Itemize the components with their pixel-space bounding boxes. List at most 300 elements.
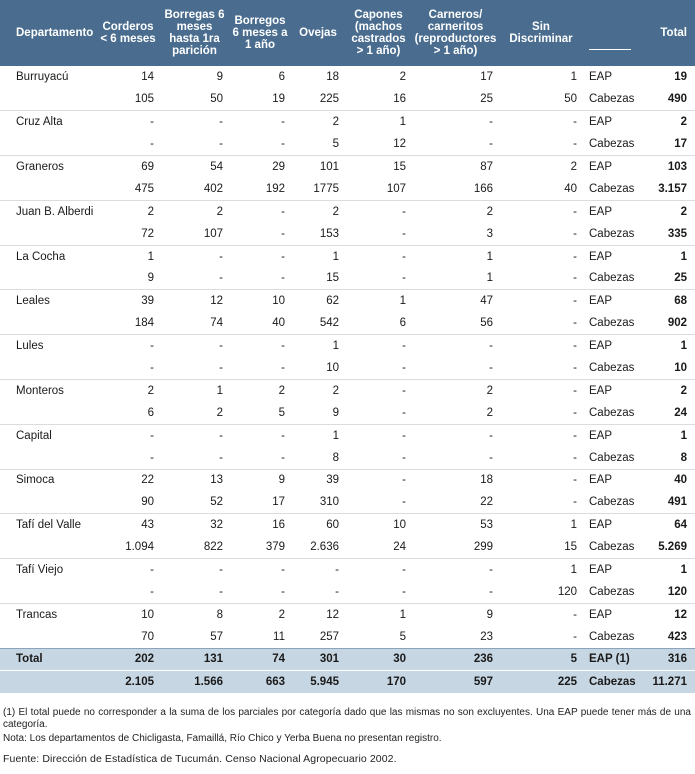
cell-cabezas-corderos: - — [150, 451, 154, 464]
cell-cabezas-capones: - — [402, 451, 406, 464]
total-row-cabezas — [0, 671, 695, 694]
cell-eap-capones: - — [345, 335, 412, 357]
cell-eap-ovejas: 12 — [291, 603, 345, 625]
total-cabezas-sin-discriminar: 225 — [499, 671, 583, 694]
cell-cabezas-sin-discriminar: 120 — [557, 585, 577, 598]
cell-eap-borregos: 9 — [229, 469, 291, 491]
cell-eap-capones: 1 — [345, 603, 412, 625]
cell-eap-capones: - — [345, 200, 412, 222]
cell-eap-sin-discriminar: - — [499, 379, 583, 401]
cell-eap-corderos: 69 — [96, 156, 160, 178]
cell-total: 103 — [635, 156, 695, 178]
table-row-cabezas — [0, 536, 695, 558]
cell-cabezas-borregas: 74 — [210, 317, 223, 330]
cell-total: 902 — [667, 317, 687, 330]
cell-cabezas-ovejas: 5 — [332, 138, 339, 151]
cell-cabezas-carneros: 299 — [473, 541, 493, 554]
cell-eap-ovejas: 62 — [291, 290, 345, 312]
cell-eap-capones: - — [345, 379, 412, 401]
cell-unit: Cabezas — [589, 317, 635, 330]
cell-eap-carneros: - — [412, 424, 499, 446]
cell-eap-corderos: 1 — [96, 245, 160, 267]
cell-unit: Cabezas — [589, 272, 635, 285]
cell-eap-carneros: 9 — [412, 603, 499, 625]
cell-eap-capones: - — [345, 424, 412, 446]
cell-total: 17 — [674, 138, 687, 151]
cell-unit: EAP — [583, 200, 635, 222]
cell-unit: EAP — [583, 335, 635, 357]
total-cabezas-ovejas: 5.945 — [291, 671, 345, 694]
cell-total: 40 — [635, 469, 695, 491]
cell-eap-borregos: 2 — [229, 379, 291, 401]
cell-cabezas-borregas: - — [219, 138, 223, 151]
cell-cabezas-carneros: 166 — [473, 182, 493, 195]
department-name-blank — [0, 357, 96, 379]
cell-unit: EAP — [583, 111, 635, 133]
cell-eap-corderos: 22 — [96, 469, 160, 491]
cell-eap-borregos: 6 — [278, 71, 285, 84]
cell-cabezas-sin-discriminar: - — [573, 317, 577, 330]
table-row-cabezas — [0, 402, 695, 424]
cell-cabezas-capones: - — [402, 362, 406, 375]
cell-cabezas-sin-discriminar: - — [573, 630, 577, 643]
department-name-blank — [0, 268, 96, 290]
cell-cabezas-corderos: 1.094 — [125, 541, 154, 554]
department-name-blank — [0, 312, 96, 334]
header-row — [0, 0, 695, 66]
cell-cabezas-sin-discriminar: - — [573, 496, 577, 509]
department-name-blank — [0, 447, 96, 469]
table-row-eap — [0, 335, 695, 357]
cell-unit: Cabezas — [589, 138, 635, 151]
cell-eap-borregas: 2 — [160, 200, 229, 222]
cell-cabezas-capones: - — [402, 227, 406, 240]
col-header-unidad — [583, 0, 635, 66]
cell-cabezas-borregas: 57 — [210, 630, 223, 643]
cell-eap-ovejas: 2 — [291, 200, 345, 222]
cell-total: 491 — [667, 496, 687, 509]
col-header-total: Total — [635, 0, 695, 66]
col-header-sin-discriminar: Sin Discriminar — [499, 0, 583, 66]
table-row-cabezas — [0, 268, 695, 290]
col-header-borregos: Borregos 6 meses a 1 año — [229, 0, 291, 66]
cell-cabezas-borregos: 5 — [278, 406, 285, 419]
cell-eap-ovejas: 1 — [291, 335, 345, 357]
department-name-blank — [0, 88, 96, 110]
cell-total: 5.269 — [658, 541, 687, 554]
total-eap-borregos: 74 — [229, 648, 291, 671]
table-row-eap — [0, 156, 695, 178]
cell-cabezas-ovejas: 542 — [319, 317, 339, 330]
total-cabezas-label — [0, 671, 96, 694]
header-divider-line — [589, 49, 631, 50]
cell-total: 2 — [635, 200, 695, 222]
cell-eap-carneros: 87 — [412, 156, 499, 178]
total-row-eap — [0, 648, 695, 671]
cell-eap-capones: 1 — [345, 111, 412, 133]
table-row-eap — [0, 603, 695, 625]
cell-cabezas-sin-discriminar: - — [573, 362, 577, 375]
cell-cabezas-ovejas: - — [335, 585, 339, 598]
total-eap-unit: EAP (1) — [583, 648, 635, 671]
department-name: Tafí Viejo — [0, 559, 96, 581]
cell-cabezas-corderos: 90 — [141, 496, 154, 509]
cell-unit: Cabezas — [589, 182, 635, 195]
department-name: Leales — [0, 290, 96, 312]
total-label: Total — [0, 648, 96, 671]
cell-cabezas-capones: - — [402, 585, 406, 598]
cell-unit: Cabezas — [589, 541, 635, 554]
total-eap-carneros: 236 — [412, 648, 499, 671]
col-header-corderos: Corderos < 6 meses — [96, 0, 160, 66]
cell-cabezas-borregas: 822 — [203, 541, 223, 554]
cell-cabezas-ovejas: 2.636 — [310, 541, 339, 554]
table-row-cabezas — [0, 626, 695, 648]
total-cabezas-borregas: 1.566 — [160, 671, 229, 694]
cell-eap-borregas: 9 — [216, 71, 223, 84]
cell-cabezas-ovejas: 9 — [332, 406, 339, 419]
cell-eap-sin-discriminar: - — [499, 290, 583, 312]
cell-eap-carneros: 18 — [412, 469, 499, 491]
table-row-cabezas — [0, 88, 695, 110]
cell-cabezas-ovejas: 153 — [319, 227, 339, 240]
cell-cabezas-capones: - — [402, 406, 406, 419]
cell-unit: EAP — [583, 245, 635, 267]
cell-eap-ovejas: 2 — [291, 379, 345, 401]
cell-total: 24 — [674, 406, 687, 419]
cell-eap-carneros: 2 — [412, 200, 499, 222]
cell-cabezas-capones: 5 — [399, 630, 406, 643]
total-cabezas-unit: Cabezas — [583, 671, 635, 694]
cell-cabezas-sin-discriminar: - — [573, 406, 577, 419]
table-row-cabezas — [0, 178, 695, 200]
cell-eap-corderos: 14 — [141, 71, 154, 84]
cell-cabezas-corderos: - — [150, 585, 154, 598]
cell-cabezas-corderos: 184 — [134, 317, 154, 330]
cell-cabezas-capones: - — [402, 496, 406, 509]
cell-eap-borregos: - — [229, 335, 291, 357]
col-header-capones: Capones (machos castrados > 1 año) — [345, 0, 412, 66]
department-name: Graneros — [0, 156, 96, 178]
cell-eap-ovejas: 1 — [291, 245, 345, 267]
cell-cabezas-ovejas: 257 — [319, 630, 339, 643]
cell-cabezas-borregas: - — [219, 585, 223, 598]
cell-eap-capones: 1 — [345, 290, 412, 312]
cell-cabezas-ovejas: 10 — [326, 362, 339, 375]
cell-cabezas-borregos: 19 — [272, 93, 285, 106]
cell-cabezas-corderos: - — [150, 138, 154, 151]
footnote-note: Nota: Los departamentos de Chicligasta, Famaillá, Río Chico y Yerba Buena no presentan registro. — [3, 733, 442, 744]
cell-eap-borregas: - — [160, 559, 229, 581]
cell-eap-sin-discriminar: - — [499, 335, 583, 357]
cell-eap-borregas: - — [160, 245, 229, 267]
cell-unit: EAP — [589, 71, 613, 84]
cell-cabezas-corderos: 475 — [134, 182, 154, 195]
table-row-eap — [0, 559, 695, 581]
total-cabezas-corderos: 2.105 — [96, 671, 160, 694]
cell-eap-sin-discriminar: 2 — [499, 156, 583, 178]
cell-eap-sin-discriminar: - — [499, 469, 583, 491]
cell-cabezas-borregos: - — [281, 362, 285, 375]
col-header-ovejas: Ovejas — [291, 0, 345, 66]
cell-eap-sin-discriminar: - — [499, 603, 583, 625]
cell-eap-borregas: - — [160, 424, 229, 446]
cell-unit: Cabezas — [589, 93, 635, 106]
cell-cabezas-borregos: - — [281, 138, 285, 151]
cell-cabezas-borregas: - — [219, 451, 223, 464]
cell-eap-borregas: 13 — [160, 469, 229, 491]
cell-total: 1 — [635, 424, 695, 446]
cell-unit: EAP — [583, 469, 635, 491]
cell-cabezas-sin-discriminar: 50 — [564, 93, 577, 106]
cell-cabezas-carneros: 56 — [480, 317, 493, 330]
cell-eap-borregos: - — [229, 200, 291, 222]
table-row-cabezas — [0, 491, 695, 513]
table-row-eap — [0, 200, 695, 222]
department-name: Simoca — [0, 469, 96, 491]
cell-cabezas-corderos: 6 — [147, 406, 154, 419]
cell-cabezas-capones: 6 — [399, 317, 406, 330]
cell-eap-capones: - — [345, 469, 412, 491]
cell-cabezas-sin-discriminar: - — [573, 451, 577, 464]
cell-total: 19 — [674, 71, 687, 84]
cell-cabezas-borregos: - — [281, 227, 285, 240]
cell-cabezas-capones: - — [402, 272, 406, 285]
cell-total: 68 — [635, 290, 695, 312]
cell-unit: Cabezas — [589, 496, 635, 509]
department-name-blank — [0, 178, 96, 200]
cell-cabezas-sin-discriminar: 40 — [564, 182, 577, 195]
cell-unit: EAP — [583, 379, 635, 401]
table-row-cabezas — [0, 447, 695, 469]
cell-cabezas-ovejas: 310 — [319, 496, 339, 509]
cell-eap-borregas: 1 — [160, 379, 229, 401]
cell-total: 10 — [674, 362, 687, 375]
cell-eap-carneros: 2 — [412, 379, 499, 401]
total-eap-ovejas: 301 — [291, 648, 345, 671]
cell-cabezas-ovejas: 15 — [326, 272, 339, 285]
cell-total: 2 — [635, 111, 695, 133]
cell-unit: Cabezas — [589, 362, 635, 375]
cell-cabezas-borregos: 192 — [265, 182, 285, 195]
cell-cabezas-borregos: 379 — [265, 541, 285, 554]
cell-eap-corderos: - — [96, 111, 160, 133]
cell-eap-borregos: - — [229, 424, 291, 446]
cell-eap-capones: - — [345, 559, 412, 581]
table-row-cabezas — [0, 133, 695, 155]
cell-cabezas-sin-discriminar: - — [573, 138, 577, 151]
cell-eap-sin-discriminar: - — [499, 111, 583, 133]
total-cabezas-carneros: 597 — [412, 671, 499, 694]
table-row-eap — [0, 111, 695, 133]
cell-eap-capones: 10 — [345, 514, 412, 536]
cell-eap-corderos: 2 — [96, 200, 160, 222]
table-row-cabezas — [0, 581, 695, 603]
cell-unit: Cabezas — [589, 451, 635, 464]
table-row-eap — [0, 245, 695, 267]
cell-cabezas-borregos: - — [281, 272, 285, 285]
cell-eap-borregos: 16 — [229, 514, 291, 536]
cell-cabezas-capones: 24 — [393, 541, 406, 554]
cell-cabezas-carneros: 3 — [486, 227, 493, 240]
col-header-departamento: Departamento — [0, 0, 96, 66]
cell-eap-carneros: - — [412, 111, 499, 133]
cell-cabezas-carneros: - — [489, 451, 493, 464]
cell-eap-borregos: - — [229, 111, 291, 133]
table-row-eap — [0, 469, 695, 491]
cell-total: 2 — [635, 379, 695, 401]
table-row-cabezas — [0, 357, 695, 379]
cell-cabezas-borregos: - — [281, 585, 285, 598]
cell-eap-borregas: 54 — [160, 156, 229, 178]
cell-cabezas-corderos: 72 — [141, 227, 154, 240]
cell-cabezas-borregos: 17 — [272, 496, 285, 509]
cell-unit: EAP — [583, 514, 635, 536]
cell-cabezas-ovejas: 8 — [332, 451, 339, 464]
department-name: Juan B. Alberdi — [0, 200, 96, 222]
cell-cabezas-ovejas: 1775 — [313, 182, 339, 195]
cell-cabezas-carneros: 23 — [480, 630, 493, 643]
department-name: Trancas — [0, 603, 96, 625]
total-eap-capones: 30 — [345, 648, 412, 671]
cell-total: 1 — [635, 245, 695, 267]
department-name: Lules — [0, 335, 96, 357]
cell-unit: Cabezas — [589, 227, 635, 240]
table-row-eap — [0, 514, 695, 536]
cell-cabezas-borregas: 52 — [210, 496, 223, 509]
total-cabezas-borregos: 663 — [229, 671, 291, 694]
cell-eap-ovejas: 1 — [291, 424, 345, 446]
cell-cabezas-sin-discriminar: 15 — [564, 541, 577, 554]
cell-eap-corderos: - — [96, 424, 160, 446]
cell-cabezas-corderos: 9 — [147, 272, 154, 285]
cell-cabezas-capones: 12 — [393, 138, 406, 151]
cell-eap-borregos: 2 — [229, 603, 291, 625]
total-eap-total: 316 — [635, 648, 695, 671]
col-header-borregas: Borregas 6 meses hasta 1ra parición — [160, 0, 229, 66]
cell-eap-borregas: - — [160, 111, 229, 133]
cell-cabezas-sin-discriminar: - — [573, 272, 577, 285]
cell-total: 423 — [667, 630, 687, 643]
cell-eap-carneros: 53 — [412, 514, 499, 536]
cell-total: 1 — [635, 335, 695, 357]
cell-cabezas-carneros: - — [489, 138, 493, 151]
cell-cabezas-borregos: 11 — [273, 630, 285, 643]
cell-unit: EAP — [583, 156, 635, 178]
cell-total: 490 — [667, 93, 687, 106]
cell-unit: Cabezas — [589, 630, 635, 643]
cell-eap-borregas: 32 — [160, 514, 229, 536]
department-name: Tafí del Valle — [0, 514, 96, 536]
cell-eap-sin-discriminar: 1 — [499, 559, 583, 581]
cell-cabezas-ovejas: 225 — [319, 93, 339, 106]
table-header — [0, 0, 695, 66]
source-line: Fuente: Dirección de Estadística de Tucumán. Censo Nacional Agropecuario 2002. — [3, 753, 397, 765]
cell-eap-corderos: 2 — [96, 379, 160, 401]
total-cabezas-total: 11.271 — [635, 671, 695, 694]
cell-cabezas-borregos: - — [281, 451, 285, 464]
cell-eap-borregas: - — [160, 335, 229, 357]
cell-eap-carneros: - — [412, 335, 499, 357]
cell-unit: EAP — [583, 290, 635, 312]
cell-eap-ovejas: 18 — [326, 71, 339, 84]
cell-total: 12 — [635, 603, 695, 625]
total-eap-corderos: 202 — [96, 648, 160, 671]
cell-eap-sin-discriminar: - — [499, 424, 583, 446]
cell-total: 64 — [635, 514, 695, 536]
table-row-eap — [0, 424, 695, 446]
cell-eap-borregas: 12 — [160, 290, 229, 312]
cell-total: 335 — [667, 227, 687, 240]
footnote-1: (1) El total puede no corresponder a la suma de los parciales por categoría dado que las mismas no son excluyentes. Una EAP puede tener más de una categoría. — [3, 707, 691, 730]
cell-cabezas-corderos: 70 — [141, 630, 154, 643]
department-name-blank — [0, 223, 96, 245]
cell-eap-ovejas: 2 — [291, 111, 345, 133]
cell-eap-sin-discriminar: 1 — [499, 514, 583, 536]
cell-cabezas-capones: 107 — [386, 182, 406, 195]
cell-cabezas-carneros: 25 — [480, 93, 493, 106]
cell-eap-carneros: 1 — [412, 245, 499, 267]
cell-cabezas-sin-discriminar: - — [573, 227, 577, 240]
cell-cabezas-borregas: 402 — [203, 182, 223, 195]
cell-total: 3.157 — [658, 182, 687, 195]
table-body — [0, 66, 695, 648]
cell-cabezas-carneros: - — [489, 362, 493, 375]
table-row-eap — [0, 379, 695, 401]
cell-eap-carneros: 47 — [412, 290, 499, 312]
cell-eap-sin-discriminar: 1 — [570, 71, 577, 84]
cell-cabezas-capones: 16 — [393, 93, 406, 106]
cell-unit: EAP — [583, 424, 635, 446]
cell-eap-borregos: - — [229, 559, 291, 581]
cell-eap-borregos: 10 — [229, 290, 291, 312]
cell-cabezas-borregas: 107 — [203, 227, 223, 240]
cell-unit: EAP — [583, 559, 635, 581]
cell-eap-corderos: 39 — [96, 290, 160, 312]
cell-unit: Cabezas — [589, 406, 635, 419]
cell-cabezas-borregas: - — [219, 272, 223, 285]
cell-eap-corderos: - — [96, 335, 160, 357]
department-name-blank — [0, 626, 96, 648]
department-name-blank — [0, 536, 96, 558]
cell-total: 120 — [667, 585, 687, 598]
table-row-eap — [0, 66, 695, 88]
department-name: Monteros — [0, 379, 96, 401]
cell-eap-ovejas: 60 — [291, 514, 345, 536]
cell-eap-capones: 15 — [345, 156, 412, 178]
table-row-cabezas — [0, 312, 695, 334]
cell-eap-sin-discriminar: - — [499, 245, 583, 267]
department-name: La Cocha — [0, 245, 96, 267]
cell-eap-carneros: - — [412, 559, 499, 581]
cell-eap-ovejas: 101 — [291, 156, 345, 178]
cell-eap-corderos: - — [96, 559, 160, 581]
cell-eap-corderos: 43 — [96, 514, 160, 536]
total-cabezas-capones: 170 — [345, 671, 412, 694]
cell-unit: Cabezas — [589, 585, 635, 598]
total-eap-borregas: 131 — [160, 648, 229, 671]
cell-eap-capones: - — [345, 245, 412, 267]
cell-eap-carneros: 17 — [480, 71, 493, 84]
cell-eap-borregos: 29 — [229, 156, 291, 178]
department-name: Cruz Alta — [0, 111, 96, 133]
cell-eap-corderos: 10 — [96, 603, 160, 625]
cell-eap-capones: 2 — [399, 71, 406, 84]
cell-cabezas-carneros: 1 — [486, 272, 493, 285]
cell-unit: EAP — [583, 603, 635, 625]
table-totals — [0, 648, 695, 693]
cell-total: 8 — [680, 451, 687, 464]
